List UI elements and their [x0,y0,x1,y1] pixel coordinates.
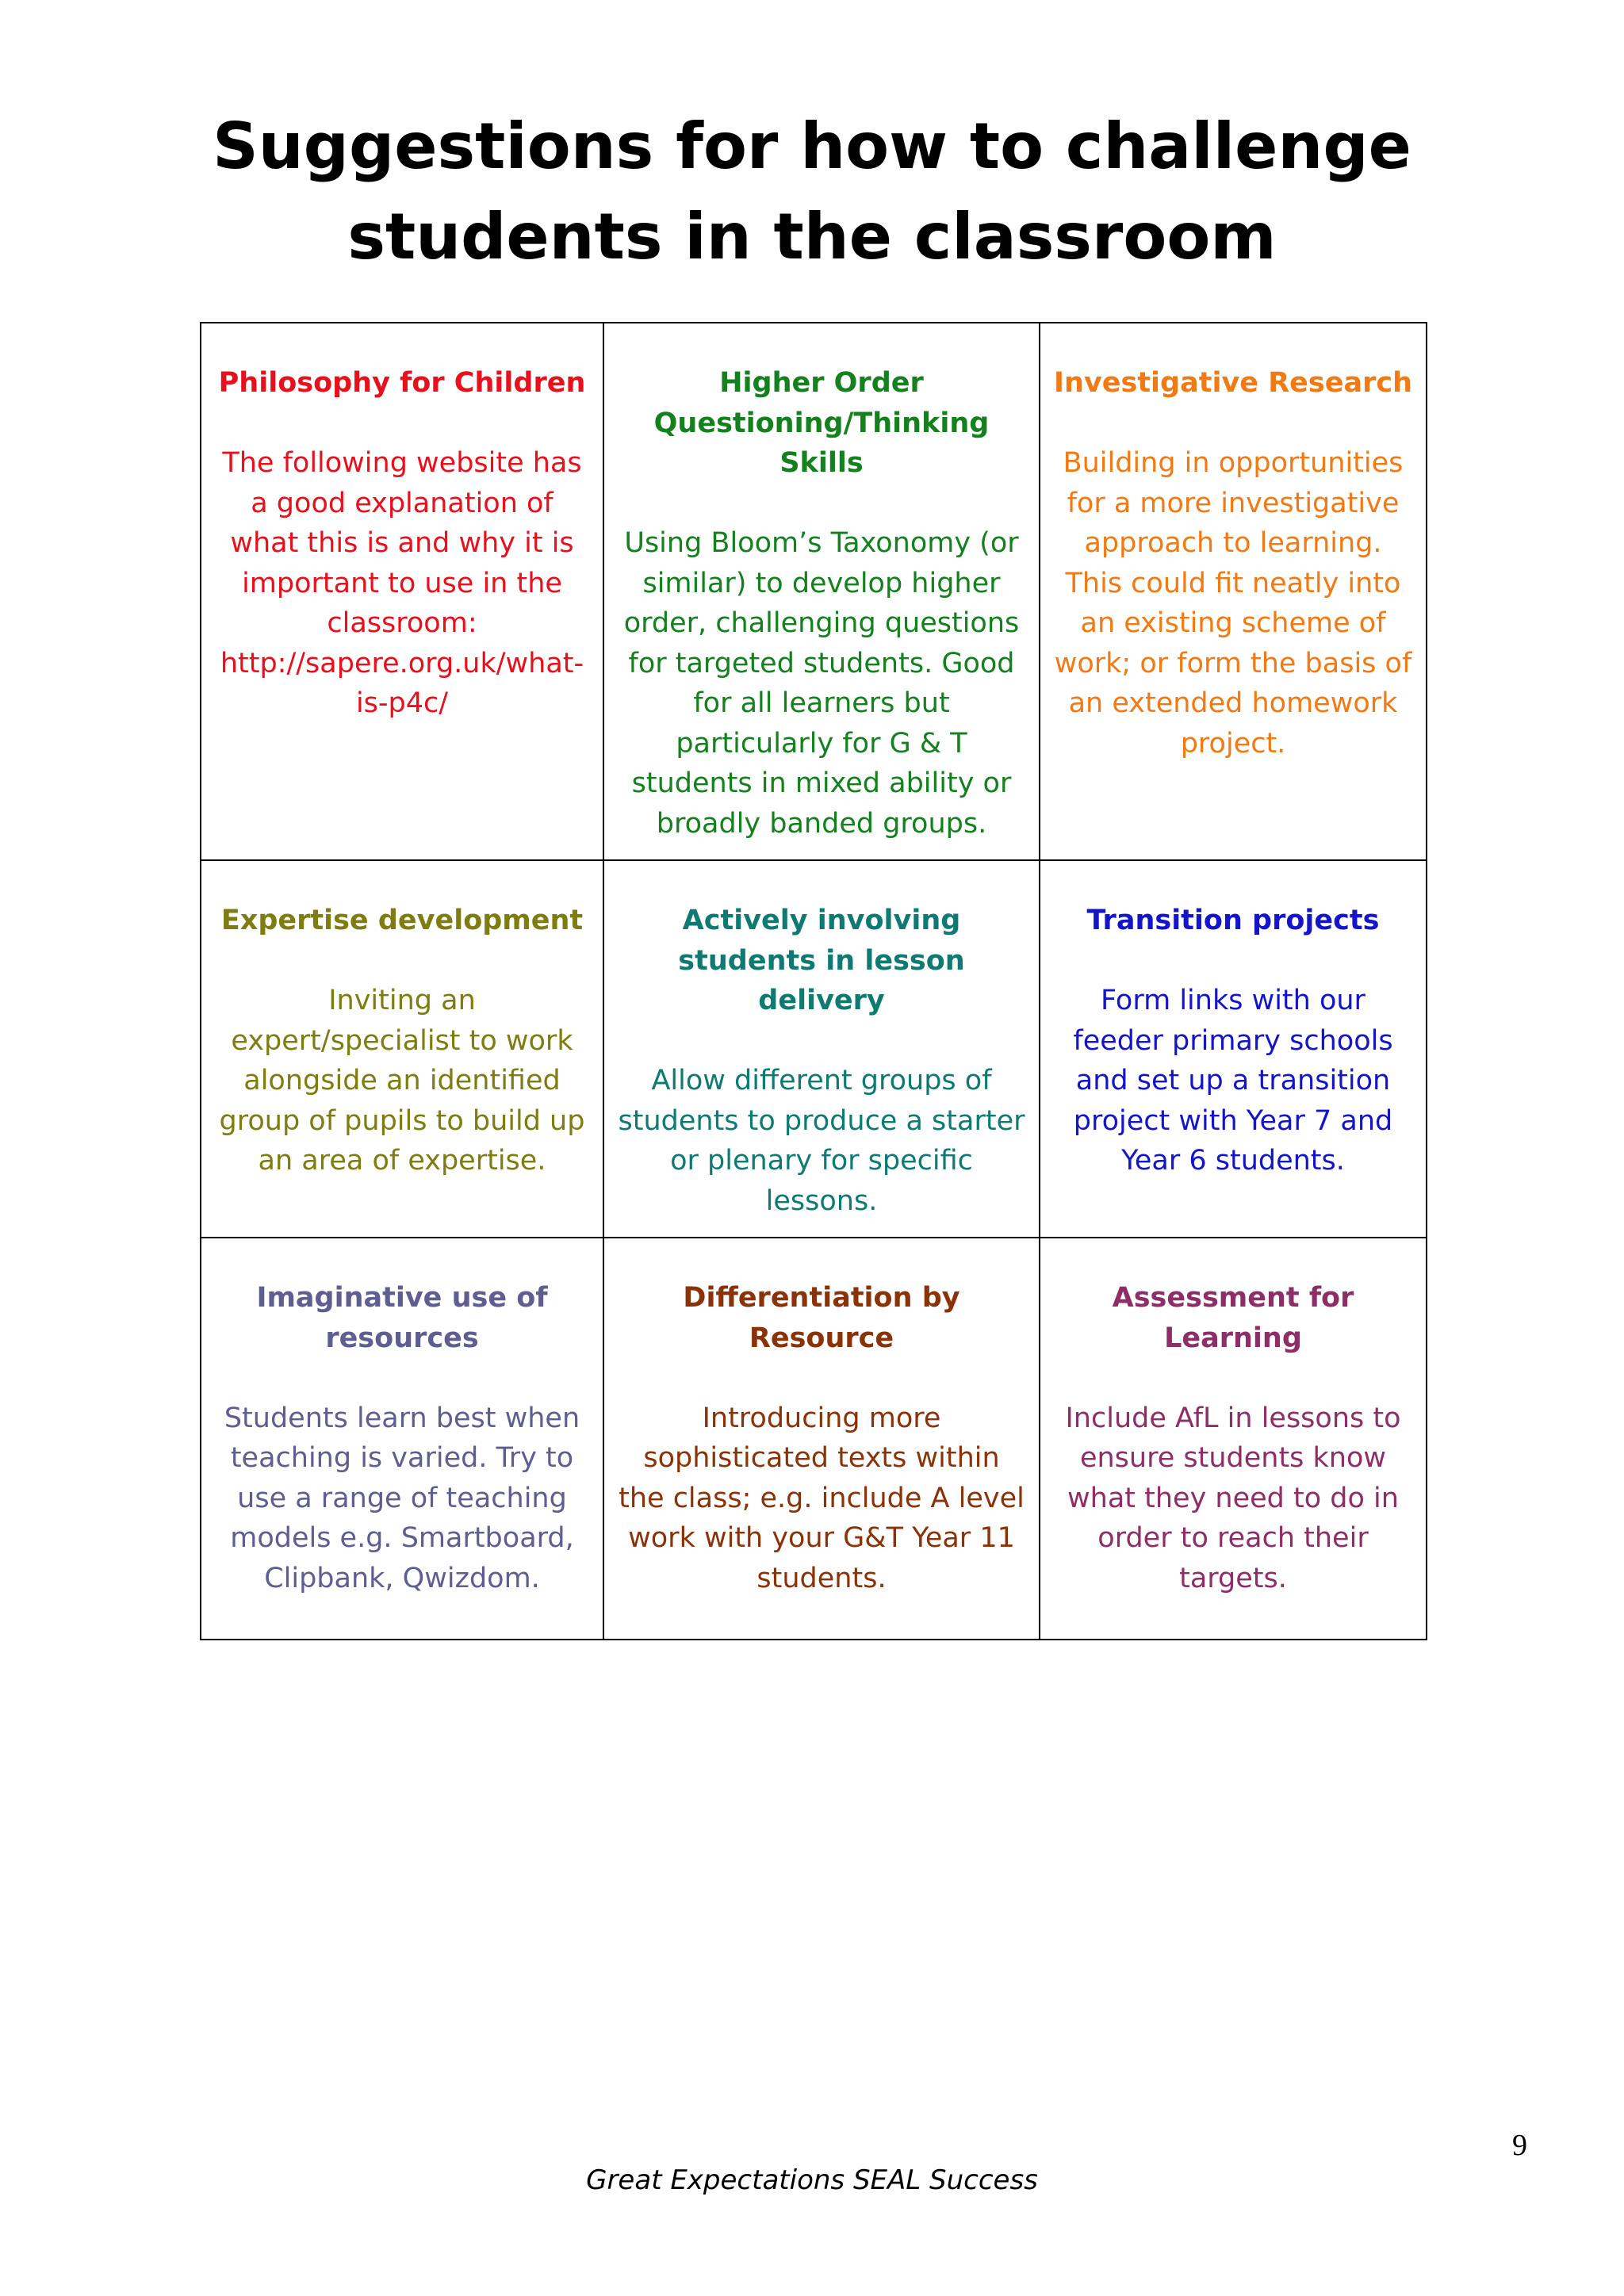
footer-text: Great Expectations SEAL Success [586,2164,1038,2196]
cell-higher-order-questioning [603,323,1040,860]
cell-investigative-research [1040,323,1427,860]
table-row [201,860,1427,1238]
cell-actively-involving-students [603,860,1040,1238]
cell-heading: Higher Order Questioning/Thinking Skills [653,367,990,479]
cell-heading: Assessment for Learning [1112,1282,1354,1354]
cell-philosophy-for-children [201,323,603,860]
table-row [201,1238,1427,1640]
cell-heading: Actively involving students in lesson delivery [678,905,965,1016]
cell-heading: Philosophy for Children [218,367,586,399]
cell-imaginative-use-of-resources [201,1238,603,1640]
cell-assessment-for-learning [1040,1238,1427,1640]
suggestions-table [200,322,1427,1640]
cell-body: Inviting an expert/specialist to work alongside an identified group of pupils to build up an area of expertise. [219,985,585,1177]
cell-body: Include AfL in lessons to ensure students know what they need to do in order to reach their targets. [1065,1402,1401,1594]
cell-differentiation-by-resource [603,1238,1040,1640]
cell-body: The following website has a good explanation of what this is and why it is important to use in the classroom: http://sapere.org.uk/what-is-p4c/ [220,447,584,719]
page-title-line-2: students in the classroom [347,200,1277,274]
cell-heading: Imaginative use of resources [256,1282,548,1354]
cell-body: Form links with our feeder primary schools and set up a transition project with Year 7 and Year 6 students. [1073,985,1393,1177]
cell-transition-projects [1040,860,1427,1238]
page-title-line-1: Suggestions for how to challenge [213,109,1411,183]
table-row [201,323,1427,860]
cell-heading: Transition projects [1086,905,1380,936]
cell-body: Building in opportunities for a more investigative approach to learning. This could fit neatly into an existing scheme of work; or form the basis of an extended homework project. [1054,447,1412,760]
cell-body: Students learn best when teaching is varied. Try to use a range of teaching models e.g. Smartboard, Clipbank, Qwizdom. [224,1402,580,1594]
cell-body: Allow different groups of students to produce a starter or plenary for specific lessons. [618,1065,1025,1217]
page-number: 9 [1512,2129,1527,2162]
page-title [0,101,1624,282]
cell-expertise-development [201,860,603,1238]
cell-body: Introducing more sophisticated texts within the class; e.g. include A level work with your G&T Year 11 students. [619,1402,1025,1594]
cell-body: Using Bloom’s Taxonomy (or similar) to develop higher order, challenging questions for targeted students. Good for all learners but particularly for G & T students in mixed ability or broadly banded groups. [623,527,1020,840]
cell-heading: Investigative Research [1054,367,1412,399]
cell-heading: Expertise development [220,905,584,936]
cell-heading: Differentiation by Resource [683,1282,960,1354]
